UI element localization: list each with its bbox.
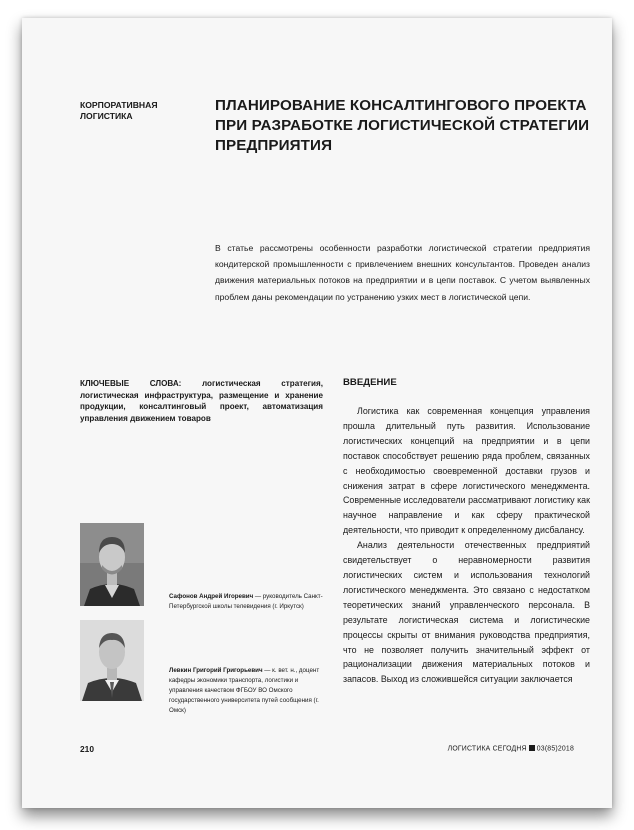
section-tag-line1: КОРПОРАТИВНАЯ <box>80 100 158 110</box>
keywords <box>80 378 323 424</box>
article-abstract: В статье рассмотрены особенности разработки логистической стратегии предприятия кондитерской промышленности с привлечением внешних консультантов. Проведен анализ движения материальных потоков на предприятии и в цепи поставок. С учетом выявленных проблем даны рекомендации по устранению узких мест в логистической цепи. <box>215 243 590 302</box>
journal-issue: 03(85)2018 <box>536 745 574 753</box>
author-info: — к. вет. н., доцент кафедры экономики транспорта, логистики и управления качеством ФГБОУ ВО Омского государственного университета путей сообщения (г. Омск) <box>169 667 320 714</box>
author-name: Сафонов Андрей Игоревич <box>169 593 254 600</box>
keywords-text: логистическая стратегия, логистическая инфраструктура, размещение и хранение продукции, консалтинговый проект, автоматизация управления движением товаров <box>80 379 323 423</box>
author-safonov <box>169 592 329 612</box>
section-tag <box>80 100 190 122</box>
body-paragraph: Логистика как современная концепция управления прошла длительный путь развития. Использование логистических концепций на предприятии и в цепи поставок способствует решению ряда проблем, связанных с необходимостью своевременной доставки грузов и снижения затрат в сфере логистического менеджмента. Современные исследователи рассматривают логистику как научное направление и как сферу практической деятельности, что приводит к определенному дисбалансу. <box>343 406 590 536</box>
author-info: — руководитель Санкт-Петербургской школы телевидения (г. Иркутск) <box>169 593 323 610</box>
author-name: Левкин Григорий Григорьевич <box>169 667 263 674</box>
article-title: ПЛАНИРОВАНИЕ КОНСАЛТИНГОВОГО ПРОЕКТА ПРИ РАЗРАБОТКЕ ЛОГИСТИЧЕСКОЙ СТРАТЕГИИ ПРЕДПРИЯТИЯ <box>215 97 590 154</box>
keywords-label: КЛЮЧЕВЫЕ СЛОВА: <box>80 379 182 388</box>
author-levkin <box>169 666 329 716</box>
article-page <box>22 18 612 808</box>
section-tag-line2: ЛОГИСТИКА <box>80 111 133 121</box>
body-paragraph: Анализ деятельности отечественных предприятий свидетельствует о неравномерности развития логистических систем и использования технологий логистического менеджмента. Это связано с недостатком теоретических знаний управленческого персонала. В результате логистическая система и логистические процессы скрыты от внимания руководства предприятия, что не позволяет получить значительный эффект от рационализации движения материальных потоков и запасов. Выход из сложившейся ситуации заключается <box>343 540 590 685</box>
intro-heading: ВВЕДЕНИЕ <box>343 377 397 388</box>
journal-footer <box>448 745 574 753</box>
journal-name: ЛОГИСТИКА СЕГОДНЯ <box>447 745 527 753</box>
author-photo-safonov <box>80 523 144 606</box>
article-body <box>343 404 590 687</box>
author-photo-levkin <box>80 620 144 701</box>
page-number: 210 <box>80 744 94 754</box>
square-bullet-icon <box>529 745 535 751</box>
